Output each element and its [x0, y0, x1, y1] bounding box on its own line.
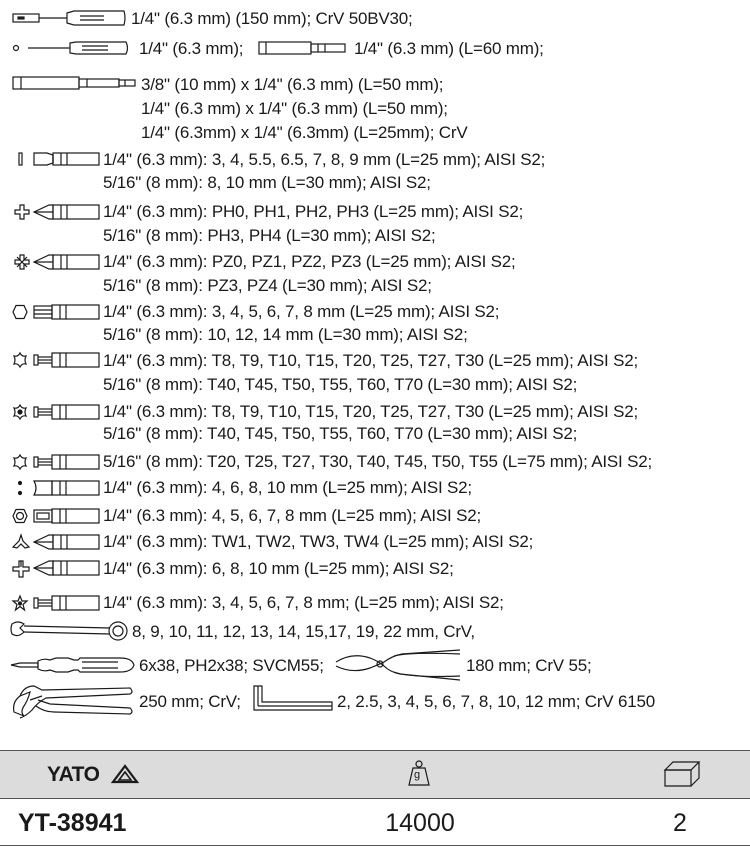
spec-line: 1/4" (6.3 mm): T8, T9, T10, T15, T20, T25, T27, T30 (L=25 mm); AISI S2;: [103, 402, 638, 421]
model-number: YT-38941: [18, 809, 127, 837]
product-footer: [0, 750, 750, 848]
socket-adapter-icon: [12, 76, 138, 90]
spec-line: 2, 2.5, 3, 4, 5, 6, 7, 8, 10, 12 mm; CrV 6150: [337, 692, 655, 711]
spec-line: 1/4" (6.3 mm): 3, 4, 5, 6, 7, 8 mm; (L=25 mm); AISI S2;: [103, 593, 504, 612]
torx-bit-icon: [33, 352, 101, 368]
package-quantity: 2: [673, 809, 687, 837]
brand-triangle-icon: [112, 765, 138, 783]
spec-line: 8, 9, 10, 11, 12, 13, 14, 15,17, 19, 22 mm, CrV,: [132, 622, 475, 641]
spec-line: 1/4" (6.3 mm): 4, 6, 8, 10 mm (L=25 mm); AISI S2;: [103, 478, 472, 497]
spanner-tip-icon: [16, 480, 24, 496]
spec-line: 5/16" (8 mm): 8, 10 mm (L=30 mm); AISI S2;: [103, 173, 431, 192]
spec-line: 5/16" (8 mm): T40, T45, T50, T55, T60, T70 (L=30 mm); AISI S2;: [103, 375, 578, 394]
phillips-bit-icon: [33, 204, 101, 220]
phillips-tip-icon: [14, 204, 30, 220]
spec-line: 1/4" (6.3 mm): PH0, PH1, PH2, PH3 (L=25 mm); AISI S2;: [103, 202, 524, 221]
brand-logo: YATO: [47, 763, 100, 786]
spec-line: 1/4" (6.3 mm): TW1, TW2, TW3, TW4 (L=25 mm); AISI S2;: [103, 532, 534, 551]
spline-bit-icon: [33, 560, 101, 576]
pentalobe-tip-icon: [12, 595, 28, 611]
weight-value: 14000: [385, 809, 455, 837]
tri-wing-bit-icon: [33, 534, 101, 550]
torx-tamper-bit-icon: [33, 404, 101, 420]
slotted-bit-icon: [33, 152, 101, 166]
spec-line: 6x38, PH2x38; SVCM55;: [139, 656, 324, 675]
torx-tamper-tip-icon: [12, 404, 28, 420]
weight-unit-label: g: [414, 769, 421, 781]
screwdriver-icon: [10, 654, 135, 676]
screwdriver-extension-icon: [12, 41, 130, 55]
spec-line: 3/8" (10 mm) x 1/4" (6.3 mm) (L=50 mm);: [141, 75, 444, 94]
spline-tip-icon: [12, 560, 30, 578]
spanner-bit-icon: [33, 480, 101, 496]
bit-holder-handle-icon: [12, 10, 127, 26]
tri-wing-tip-icon: [12, 534, 30, 550]
spec-line: 1/4" (6.3 mm): 6, 8, 10 mm (L=25 mm); AISI S2;: [103, 559, 454, 578]
spec-line: 5/16" (8 mm): PH3, PH4 (L=30 mm); AISI S2;: [103, 226, 436, 245]
hex-bit-icon: [33, 304, 101, 320]
box-icon: [664, 761, 700, 787]
combination-wrench-icon: [10, 620, 130, 642]
pozidriv-bit-icon: [33, 254, 101, 270]
nut-setter-tip-icon: [12, 508, 28, 524]
torx-tip-icon: [12, 352, 28, 368]
pentalobe-bit-icon: [33, 595, 101, 611]
torx-long-bit-icon: [33, 454, 101, 470]
footer-header-row: [0, 750, 750, 798]
combination-pliers-icon: [334, 648, 462, 682]
hex-tip-icon: [12, 304, 28, 320]
spec-line: 5/16" (8 mm): 10, 12, 14 mm (L=30 mm); AISI S2;: [103, 325, 468, 344]
spec-line: 1/4" (6.3 mm): 3, 4, 5.5, 6.5, 7, 8, 9 mm (L=25 mm); AISI S2;: [103, 150, 546, 169]
spec-line: 1/4" (6.3 mm): PZ0, PZ1, PZ2, PZ3 (L=25 mm); AISI S2;: [103, 252, 516, 271]
spec-line: 1/4" (6.3 mm): T8, T9, T10, T15, T20, T25, T27, T30 (L=25 mm); AISI S2;: [103, 351, 638, 370]
spec-line: 1/4" (6.3 mm): 3, 4, 5, 6, 7, 8 mm (L=25 mm); AISI S2;: [103, 302, 500, 321]
nut-setter-bit-icon: [33, 508, 101, 524]
spec-line: 1/4" (6.3mm) x 1/4" (6.3mm) (L=25mm); CrV: [141, 123, 468, 142]
magnetic-bit-holder-icon: [258, 41, 348, 55]
spec-line: 1/4" (6.3 mm) (L=60 mm);: [354, 39, 544, 58]
spec-line: 5/16" (8 mm): PZ3, PZ4 (L=30 mm); AISI S2;: [103, 276, 432, 295]
hex-key-icon: [252, 684, 334, 712]
spec-line: 1/4" (6.3 mm): 4, 5, 6, 7, 8 mm (L=25 mm); AISI S2;: [103, 506, 481, 525]
spec-line: 5/16" (8 mm): T20, T25, T27, T30, T40, T45, T50, T55 (L=75 mm); AISI S2;: [103, 452, 652, 471]
spec-line: 1/4" (6.3 mm) x 1/4" (6.3 mm) (L=50 mm);: [141, 99, 448, 118]
pozidriv-tip-icon: [14, 254, 30, 270]
spec-line: 5/16" (8 mm): T40, T45, T50, T55, T60, T70 (L=30 mm); AISI S2;: [103, 424, 578, 443]
water-pump-pliers-icon: [10, 682, 136, 720]
spec-line: 250 mm; CrV;: [139, 692, 241, 711]
torx-long-tip-icon: [12, 454, 28, 470]
footer-value-row: [0, 798, 750, 846]
spec-line: 1/4" (6.3 mm);: [139, 39, 244, 58]
spec-line: 1/4" (6.3 mm) (150 mm); CrV 50BV30;: [131, 9, 413, 28]
slotted-tip-icon: [18, 152, 24, 166]
spec-line: 180 mm; CrV 55;: [466, 656, 592, 675]
